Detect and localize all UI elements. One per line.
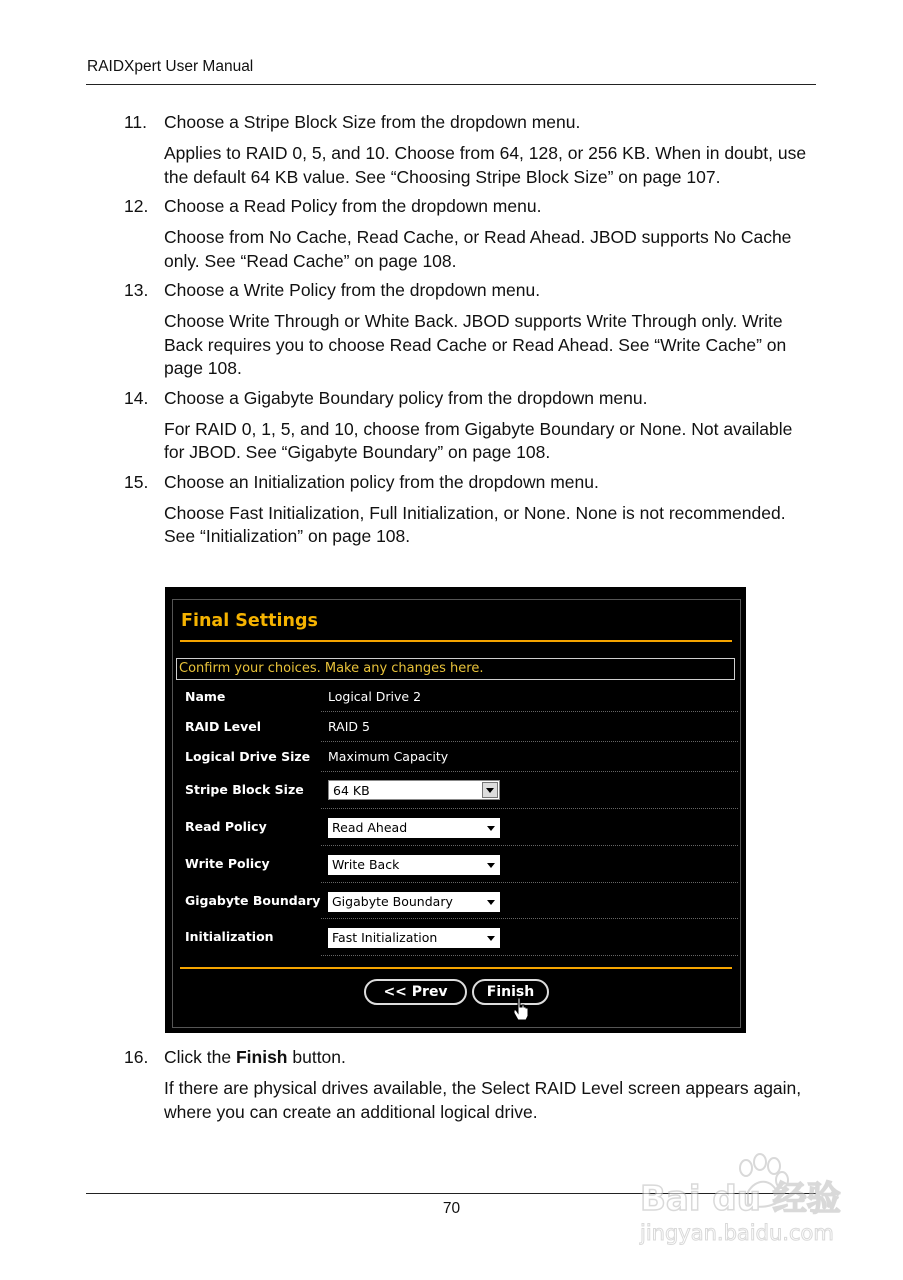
step-title: Choose a Read Policy from the dropdown menu. [164,196,542,216]
row-label: Read Policy [185,819,267,834]
row-label: Logical Drive Size [185,749,311,764]
select-value: 64 KB [333,783,370,798]
chevron-down-icon [486,788,494,793]
step-item [0,1046,903,1124]
step-number: 11. [124,112,148,132]
chevron-down-icon [487,936,495,941]
step-title: Choose an Initialization policy from the dropdown menu. [164,471,599,492]
hand-pointer-icon [513,997,529,1021]
title-divider [180,640,732,642]
row-value: Logical Drive 2 [328,689,422,704]
step-number: 16. [124,1047,149,1067]
manual-title: RAIDXpert User Manual [87,58,254,75]
row-divider [321,771,738,772]
step-title: Choose a Gigabyte Boundary policy from the dropdown menu. [164,387,648,408]
select-value: Gigabyte Boundary [332,894,453,909]
row-divider [321,741,738,742]
step-item [0,195,903,273]
step-description: Applies to RAID 0, 5, and 10. Choose from 64, 128, or 256 KB. When in doubt, use the default 64 KB value. See “Choosing Stripe Block Size” on page 107. [164,143,807,187]
title-prefix: Click the [164,1047,236,1067]
title-suffix: button. [287,1047,346,1067]
footer-divider [180,967,732,969]
prev-button[interactable]: << Prev [364,979,467,1005]
row-label: RAID Level [185,719,262,734]
select-value: Read Ahead [332,820,408,835]
step-item [0,387,903,465]
header-divider [86,84,816,85]
dropdown-button[interactable] [482,782,498,798]
step-number: 13. [124,280,149,300]
baidu-jingyan-watermark [638,1148,853,1248]
finish-emphasis: Finish [235,1047,288,1067]
step-title: Choose a Write Policy from the dropdown menu. [164,280,541,300]
step-description: If there are physical drives available, the Select RAID Level screen appears again, where you can create an additional logical drive. [164,1078,802,1122]
step-number: 15. [124,471,149,492]
row-divider [321,955,738,956]
write-policy-select[interactable] [328,855,500,875]
row-label: Gigabyte Boundary [185,893,321,908]
step-description: Choose Write Through or White Back. JBOD supports Write Through only. Write Back requires you to choose Read Cache or Read Ahead. See “Write Cache” on page 108. [164,311,787,378]
initialization-select[interactable] [328,928,500,948]
step-description: For RAID 0, 1, 5, and 10, choose from Gigabyte Boundary or None. Not available for JBOD. See “Gigabyte Boundary” on page 108. [164,418,793,462]
page-number: 70 [442,1200,461,1217]
watermark-url: jingyan.baidu.com [640,1221,834,1245]
select-value: Write Back [332,857,400,872]
row-label: Stripe Block Size [185,782,304,797]
row-divider [321,808,738,809]
step-title: Choose a Stripe Block Size from the dropdown menu. [164,112,581,132]
row-divider [321,845,738,846]
row-label: Write Policy [185,856,270,871]
row-value: Maximum Capacity [328,749,449,764]
chevron-down-icon [487,900,495,905]
row-divider [321,711,738,712]
step-item [0,111,903,189]
select-value: Fast Initialization [332,930,438,945]
step-number: 12. [124,196,149,216]
step-number: 14. [124,387,149,408]
step-item [0,279,903,381]
row-divider [321,918,738,919]
chevron-down-icon [487,863,495,868]
row-label: Initialization [185,929,274,944]
final-settings-frame [172,599,741,1028]
final-settings-screenshot [165,587,746,1033]
step-title [164,1046,814,1069]
chevron-down-icon [487,826,495,831]
panel-title: Final Settings [181,611,318,631]
gigabyte-boundary-select[interactable] [328,892,500,912]
finish-button[interactable]: Finish [472,979,549,1005]
step-item [0,471,903,549]
row-label: Name [185,689,226,704]
confirm-banner: Confirm your choices. Make any changes here. [176,658,735,680]
read-policy-select[interactable] [328,818,500,838]
step-16 [0,1046,903,1130]
step-description: Choose Fast Initialization, Full Initialization, or None. None is not recommended. See “Initialization” on page 108. [164,502,786,546]
watermark-brand: Bai du 经验 [640,1179,841,1219]
row-value: RAID 5 [328,719,370,734]
steps-list [0,111,903,555]
step-description: Choose from No Cache, Read Cache, or Read Ahead. JBOD supports No Cache only. See “Read Cache” on page 108. [164,227,792,271]
row-divider [321,882,738,883]
stripe-block-size-select[interactable] [328,780,500,800]
